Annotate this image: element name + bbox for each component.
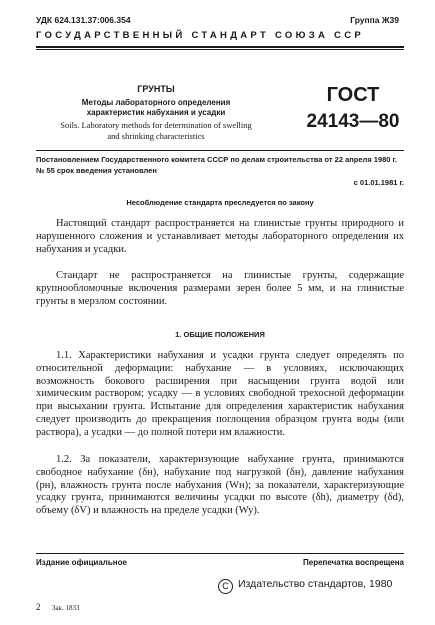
title-subtitle-1: Методы лабораторного определения	[81, 98, 231, 107]
copyright-text: Издательство стандартов, 1980	[238, 578, 393, 590]
udk-code: УДК 624.131.37:006.354	[36, 15, 131, 25]
title-block	[36, 84, 276, 142]
title-main: ГРУНТЫ	[137, 84, 175, 94]
title-english-2: and shrinking characteristics	[107, 131, 205, 141]
copyright-icon: C	[218, 579, 233, 594]
clause-1-1: 1.1. Характеристики набухания и усадки грунта следует определять по относительной деформации: набухание — в условиях, исключающих возможность бокового расширения при насыщении грунта водой или химическим раствором; усадку — в условиях свободной трехосной деформации при высыхании грунта. Испытание для определения характеристик набухания следует производить до прекращения поглощения образцом грунта воды (или раствора), а усадки — до полной потери им влажности.	[36, 350, 404, 438]
page-number: 2	[36, 602, 41, 612]
group-code: Группа Ж39	[350, 15, 399, 25]
section-heading: 1. ОБЩИЕ ПОЛОЖЕНИЯ	[175, 330, 265, 339]
gost-label: ГОСТ	[326, 84, 380, 106]
header-rule-thick	[36, 46, 404, 48]
intro-paragraph-1: Настоящий стандарт распространяется на глинистые грунты природного и нарушенного сложения и устанавливает методы лабораторного определения их набухания и усадки.	[36, 218, 404, 255]
intro-paragraph-2: Стандарт не распространяется на глинистые грунты, содержащие крупнообломочные включения размерами зерен более 5 мм, и на глинистые грунты в мерзлом состоянии.	[36, 270, 404, 307]
prohibition-notice: Несоблюдение стандарта преследуется по закону	[126, 198, 314, 207]
standard-banner: ГОСУДАРСТВЕННЫЙ СТАНДАРТ СОЮЗА ССР	[36, 30, 365, 41]
official-edition: Издание официальное	[36, 558, 127, 567]
order-number: Зак. 1833	[52, 604, 80, 612]
decree-text: Постановлением Государственного комитета СССР по делам строительства от 22 апреля 1980 г. № 55 срок введения установлен	[36, 155, 398, 175]
title-english-1: Soils. Laboratory methods for determination of swelling	[60, 120, 252, 130]
gost-designation	[298, 84, 408, 134]
reprint-prohibited: Перепечатка воспрещена	[303, 558, 404, 567]
decree-rule	[36, 150, 404, 151]
header-rule-thin	[36, 49, 404, 50]
clause-1-2: 1.2. За показатели, характеризующие набухание грунта, принимаются свободное набухание (δн), набухание под нагрузкой (δн), давление набухания (pн), влажность грунта после набухания (Wн); за показатели, характеризующие усадку грунта, принимаются величины усадки по высоте (δh), диаметру (δd), объему (δV) и влажность на пределе усадки (Wy).	[36, 454, 404, 517]
effective-date: с 01.01.1981 г.	[353, 178, 404, 187]
footer-rule	[36, 553, 404, 554]
gost-number: 24143—80	[306, 111, 400, 132]
copyright-line	[218, 578, 392, 594]
title-subtitle-2: характеристик набухания и усадки	[86, 108, 226, 117]
